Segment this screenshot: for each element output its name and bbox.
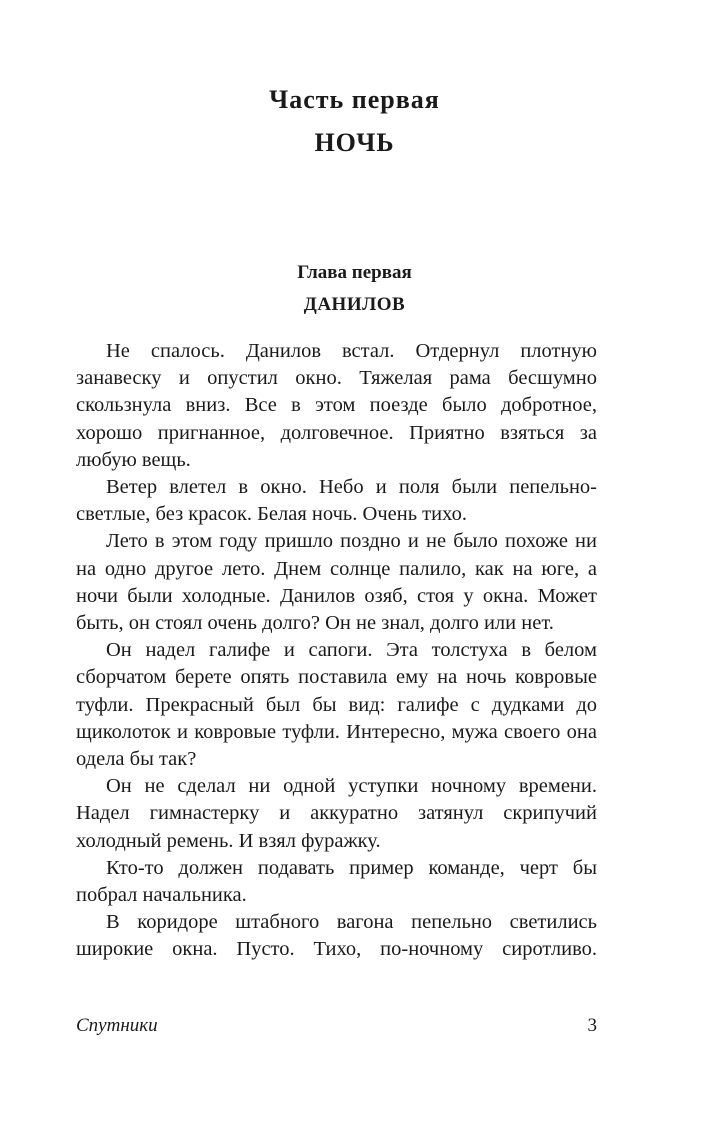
paragraph-2: Ветер влетел в окно. Небо и поля были пепельно-светлые, без красок. Белая ночь. Очень тихо. [76,476,597,526]
paragraph-3: Лето в этом году пришло поздно и не было похоже ни на одно другое лето. Днем солнце палило, как на юге, а ночи были холодные. Данилов озяб, стоя у окна. Может быть, он стоял очень долго? Он не знал, долго или нет. [76,530,597,635]
page-number: 3 [587,1015,597,1036]
running-footer-title: Спутники [76,1015,158,1036]
paragraph-5: Он не сделал ни одной уступки ночному времени. Надел гимнастерку и аккуратно затянул скрипучий холодный ремень. И взял фуражку. [76,775,597,852]
part-name: НОЧЬ [314,128,395,157]
paragraph-1: Не спалось. Данилов встал. Отдернул плотную занавеску и опустил окно. Тяжелая рама бесшумно скользнула вниз. Все в этом поезде было добротное, хорошо пригнанное, долговечное. Приятно взяться за любую вещь. [76,340,597,471]
chapter-body [76,338,597,964]
paragraph-6: Кто-то должен подавать пример команде, черт бы побрал начальника. [76,856,597,907]
chapter-name: ДАНИЛОВ [303,294,406,315]
chapter-title: Глава первая [297,262,412,283]
paragraph-7: В коридоре штабного вагона пепельно светились широкие окна. Пусто. Тихо, по-ночному сиротливо. [76,911,597,961]
part-title: Часть первая [269,85,440,114]
paragraph-4: Он надел галифе и сапоги. Эта толстуха в белом сборчатом берете опять поставила ему на ночь ковровые туфли. Прекрасный был бы вид: галифе с дудками до щиколоток и ковровые туфли. Интересно, мужа своего она одела бы так? [76,639,597,771]
